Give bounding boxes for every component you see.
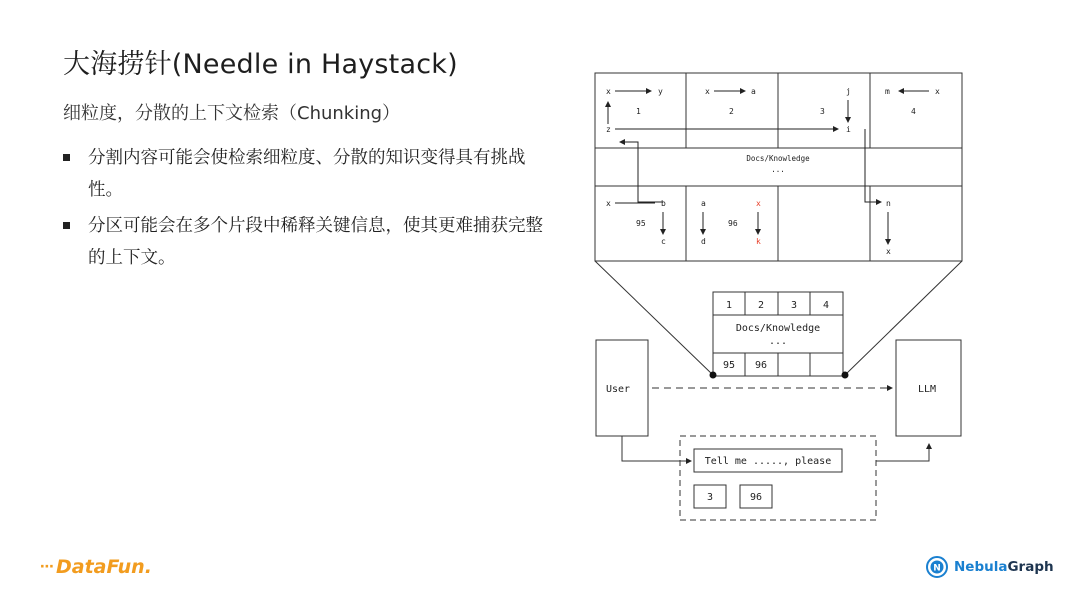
- bullet-item: [63, 210, 543, 274]
- graph-node: m: [885, 87, 890, 96]
- docs-ellipsis: ...: [771, 165, 785, 174]
- retrieval-stack: [710, 292, 849, 379]
- nebulagraph-logo-text-2: Graph: [1007, 559, 1054, 575]
- bullet-list: [63, 142, 543, 278]
- docs-label: Docs/Knowledge: [746, 154, 810, 163]
- slide-subtitle: 细粒度，分散的上下文检索（Chunking）: [63, 103, 401, 124]
- chunk-nodes: [606, 87, 940, 134]
- chunk-number: 3: [820, 107, 825, 116]
- nebulagraph-icon: [926, 556, 948, 578]
- user-label: User: [606, 384, 631, 395]
- highlight-node: x: [756, 199, 761, 208]
- stack-cell: 96: [754, 360, 768, 371]
- graph-node: j: [846, 87, 851, 96]
- nebulagraph-logo: [926, 556, 1054, 578]
- bullet-item: [63, 142, 543, 206]
- bullet-text: 分割内容可能会使检索细粒度、分散的知识变得具有挑战性。: [88, 148, 526, 200]
- stack-cell: 4: [822, 300, 830, 311]
- stack-cell: 2: [757, 300, 765, 311]
- chunk-nodes-bottom: [606, 199, 891, 256]
- cross-chunk-edges: [615, 129, 881, 202]
- stack-cell: 3: [790, 300, 798, 311]
- graph-node: y: [658, 87, 663, 96]
- nebulagraph-logo-text-1: Nebula: [954, 559, 1008, 575]
- graph-node: d: [701, 237, 706, 246]
- chunk-4: [885, 87, 940, 116]
- funnel-dot: [842, 372, 849, 379]
- stack-docs-label: Docs/Knowledge: [735, 323, 821, 334]
- chunk-95: [606, 199, 666, 246]
- llm-label: LLM: [918, 384, 937, 395]
- chunk-number: 4: [911, 107, 916, 116]
- funnel-dot: [710, 372, 717, 379]
- graph-node: a: [751, 87, 756, 96]
- prompt-text: Tell me ....., please: [704, 456, 832, 467]
- graph-node: x: [935, 87, 940, 96]
- chunk-number: 96: [728, 219, 738, 228]
- retrieved-chunk-label: 96: [749, 492, 763, 503]
- slide-title: 大海捞针(Needle in Haystack): [63, 49, 458, 80]
- highlight-node: k: [756, 237, 761, 246]
- chunk-number: 95: [636, 219, 646, 228]
- graph-node: n: [886, 199, 891, 208]
- graph-node: c: [661, 237, 666, 246]
- chunk-number: 2: [729, 107, 734, 116]
- chunking-diagram: [580, 70, 970, 530]
- chunk-96: [701, 199, 761, 246]
- bullet-text: 分区可能会在多个片段中稀释关键信息，使其更难捕获完整的上下文。: [88, 216, 543, 268]
- svg-text:N: N: [933, 563, 941, 574]
- graph-node: x: [606, 199, 611, 208]
- stack-ellipsis: ...: [768, 336, 788, 347]
- datafun-dots-icon: ⋯: [40, 559, 52, 575]
- graph-node: z: [606, 125, 611, 134]
- bullet-square-icon: [63, 222, 70, 229]
- graph-node: x: [886, 247, 891, 256]
- graph-node: b: [661, 199, 666, 208]
- graph-node: x: [606, 87, 611, 96]
- bullet-square-icon: [63, 154, 70, 161]
- datafun-logo-text: DataFun.: [56, 556, 152, 578]
- user-to-prompt-arrow: [622, 436, 691, 461]
- datafun-logo: [40, 556, 152, 578]
- chunk-number: 1: [636, 107, 641, 116]
- chunk-3: [820, 87, 851, 134]
- chunk-1: [606, 87, 663, 134]
- chunk-2: [705, 87, 756, 116]
- graph-node: a: [701, 199, 706, 208]
- chunk-4-bottom: [886, 199, 891, 256]
- stack-cell: 95: [722, 360, 736, 371]
- retrieved-chunk-label: 3: [706, 492, 714, 503]
- prompt-to-llm-arrow: [876, 444, 929, 461]
- graph-node: x: [705, 87, 710, 96]
- graph-node: i: [846, 125, 851, 134]
- stack-cell: 1: [725, 300, 733, 311]
